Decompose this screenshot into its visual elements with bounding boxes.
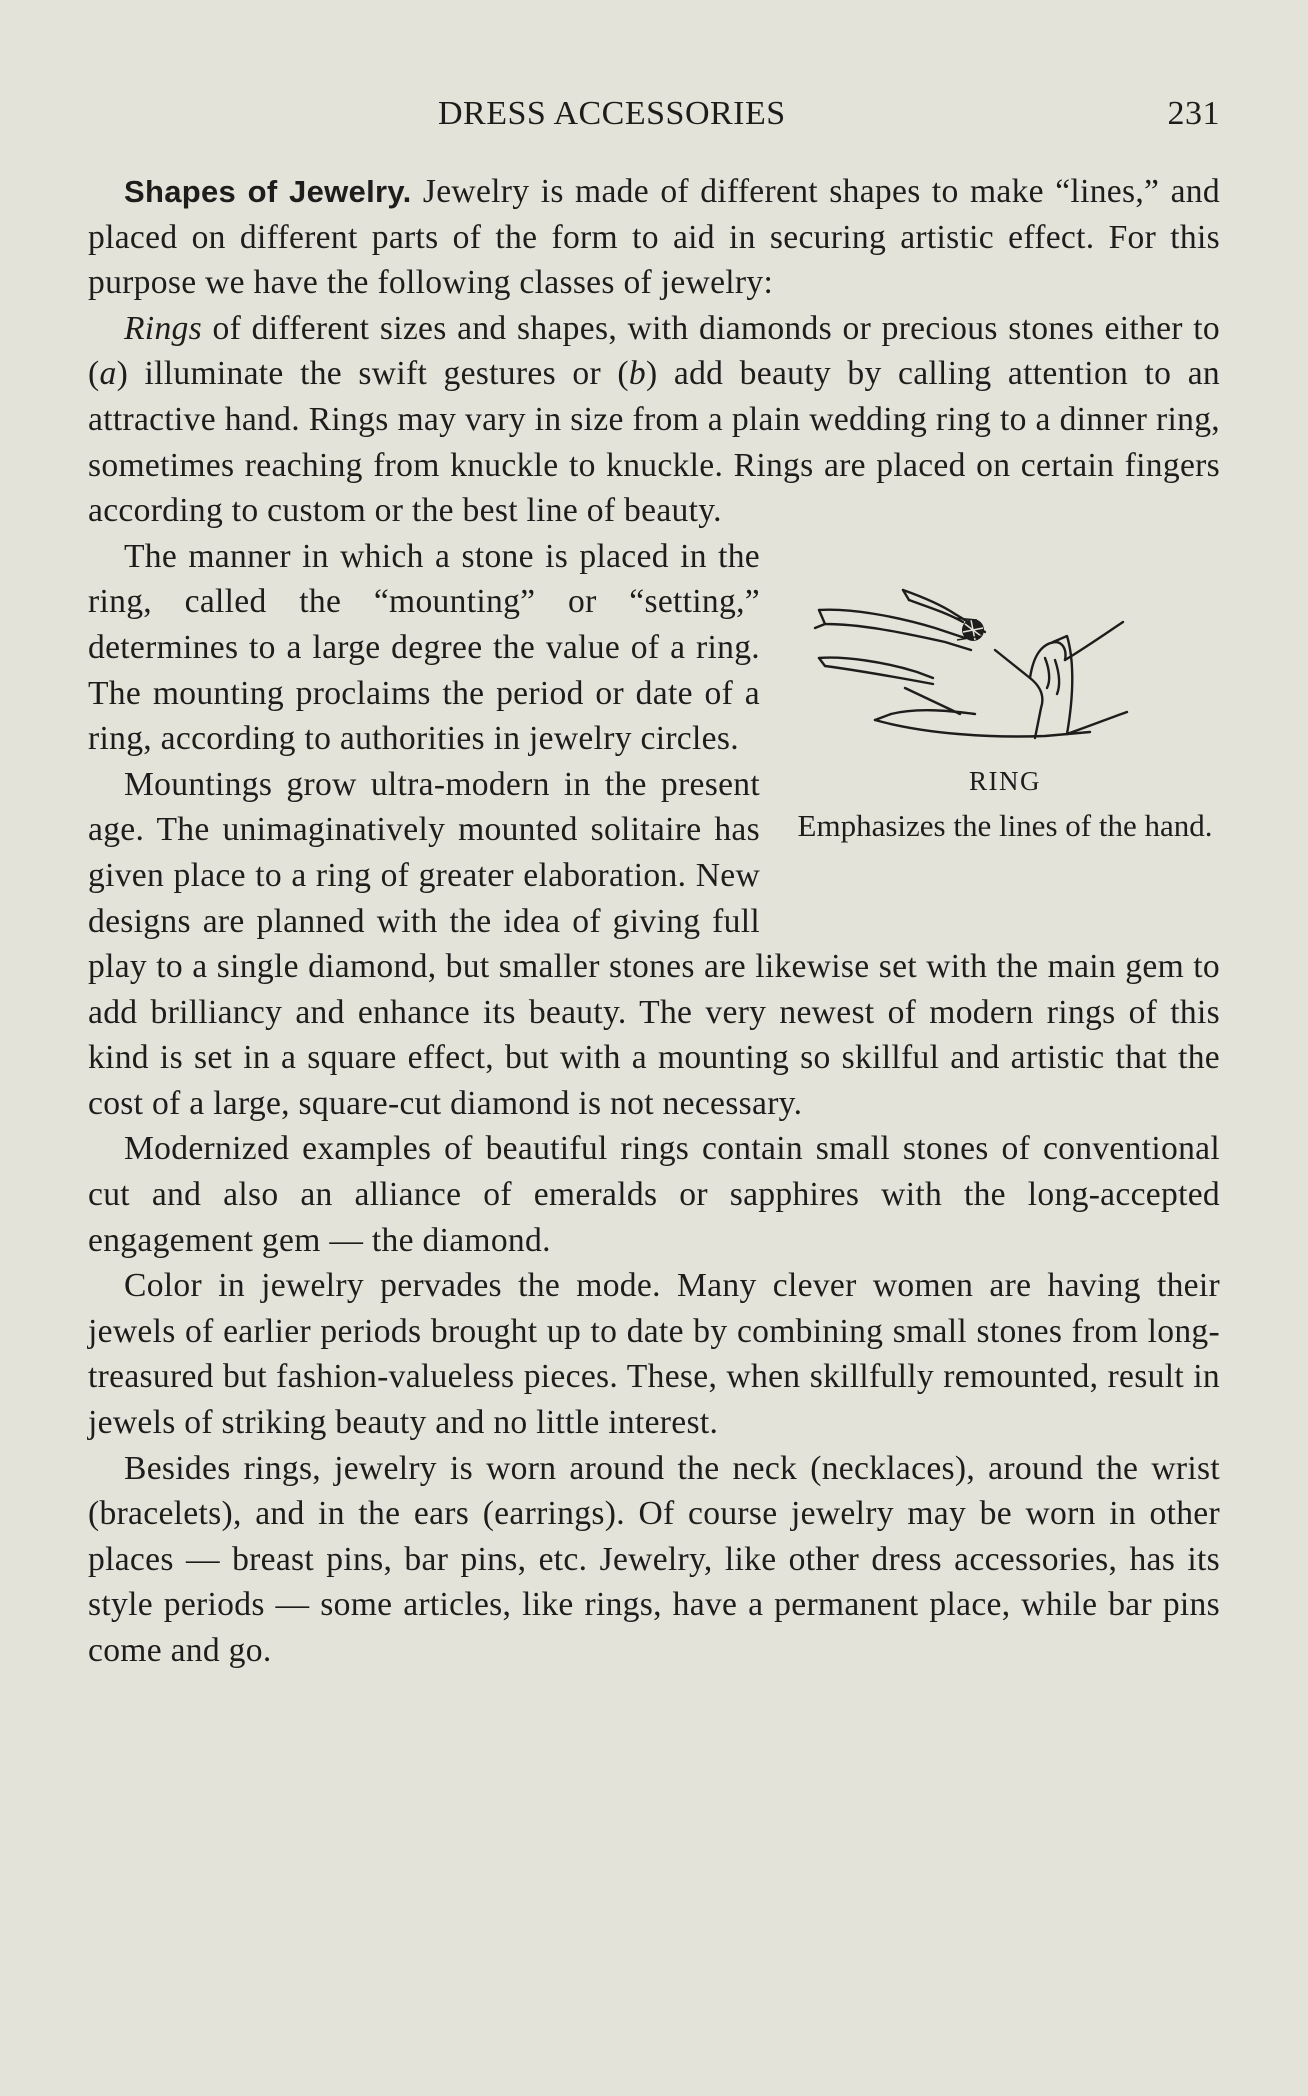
rings-marker-b: b [628, 355, 646, 393]
figure-caption: Emphasizes the lines of the hand. [797, 807, 1213, 843]
page-number: 231 [1167, 95, 1220, 132]
rings-term: Rings [124, 309, 202, 347]
paragraph-mounting: The manner in which a stone is placed in the ring, called the “mounting” or “setting,” determines to a large degree the value of a ring. The mounting proclaims the period or date of a ring, according to authorities in jewelry circles. [88, 537, 760, 758]
paragraph-modernized-examples: Modernized examples of beautiful rings contain small stones of conventional cut and also an alliance of emeralds or sapphires with the long-accepted engagement gem — the diamond. [88, 1130, 1220, 1259]
section-heading: Shapes of Jewelry. [124, 174, 412, 209]
rings-text: of different sizes and shapes, with diamonds or precious stones either to ( [88, 309, 1220, 393]
figure-label: RING [969, 765, 1041, 796]
paragraph-color-in-jewelry: Color in jewelry pervades the mode. Many clever women are having their jewels of earlier periods brought up to date by combining small stones from long-treasured but fashion-valueless pieces. These, when skillfully remounted, result in jewels of striking beauty and no little interest. [88, 1267, 1220, 1442]
paragraph-rings [88, 306, 1220, 534]
section-intro: Jewelry is made of different shapes to make “lines,” and placed on different parts of the form to aid in securing artistic effect. For this purpose we have the following classes of jewelry: [88, 173, 1220, 302]
rings-marker-a: a [99, 355, 117, 393]
rings-text: ) illuminate the swift gestures or ( [116, 355, 629, 393]
book-page [88, 95, 1220, 2055]
paragraph-shapes-of-jewelry [88, 169, 1220, 306]
paragraph-modern-mountings: Mountings grow ultra-modern in the present age. The unimaginatively mounted solitaire has given place to a ring of greater elaboration. New designs are planned with the idea of giving full play to a single diamond, but smaller stones are likewise set with the main gem to add brilliancy and enhance its beauty. The very newest of modern rings of this kind is set in a square effect, but with a mounting so skillful and artistic that the cost of a large, square-cut diamond is not necessary. [88, 765, 1220, 1122]
ring-figure [790, 538, 1220, 934]
chapter-title: DRESS ACCESSORIES [438, 95, 786, 132]
paragraph-besides-rings: Besides rings, jewelry is worn around the neck (necklaces), around the wrist (bracelets), and in the ears (earrings). Of course jewelry may be worn in other places — breast pins, bar pins, etc. Jewelry, like other dress accessories, has its style periods — some articles, like rings, have a permanent place, while bar pins come and go. [88, 1449, 1220, 1669]
running-head [88, 95, 1220, 145]
rings-text: ) add beauty by calling attention to an attractive hand. Rings may vary in size from a plain wedding ring to a dinner ring, sometimes reaching from knuckle to knuckle. Rings are placed on certain fingers according to custom or the best line of beauty. [88, 355, 1220, 530]
ring-hand-illustration [805, 538, 1205, 760]
